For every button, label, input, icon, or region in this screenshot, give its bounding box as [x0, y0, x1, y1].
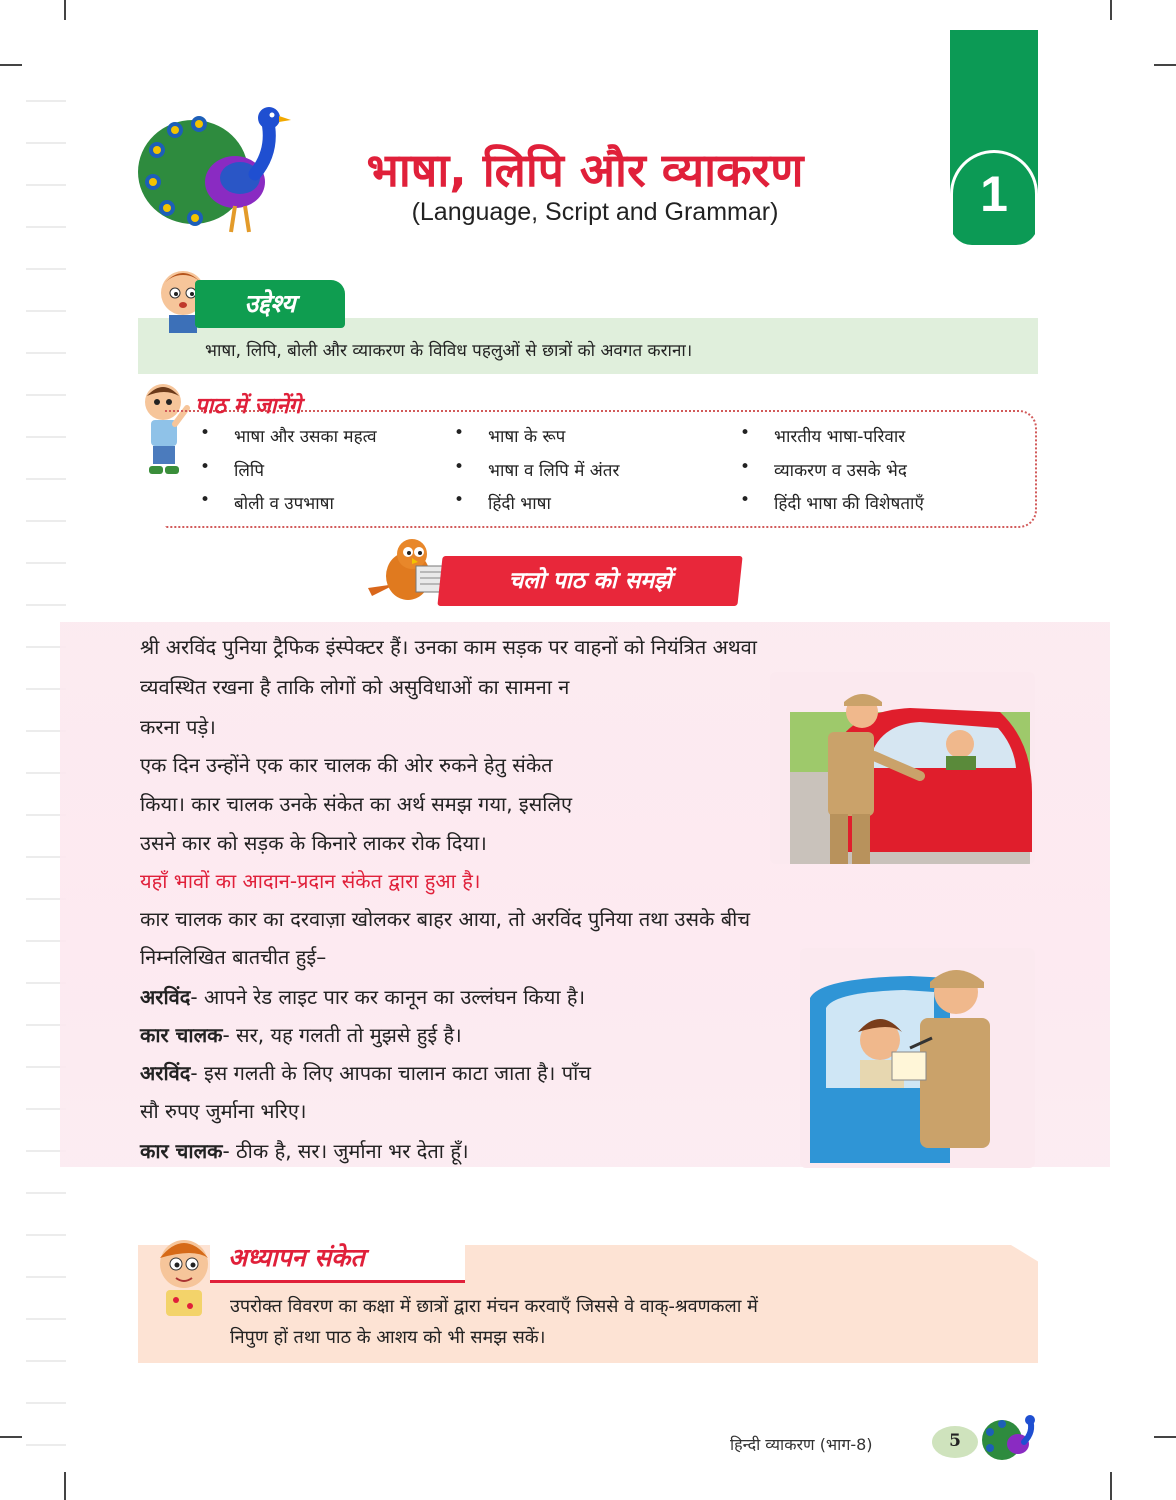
dialogue-speaker: अरविंद — [140, 985, 191, 1009]
teaching-note-line: निपुण हों तथा पाठ के आशय को भी समझ सकें। — [230, 1327, 546, 1348]
lesson-line: कार चालक कार का दरवाज़ा खोलकर बाहर आया, तो अरविंद पुनिया तथा उसके बीच — [140, 907, 751, 931]
lesson-line: किया। कार चालक उनके संकेत का अर्थ समझ गया, इसलिए — [140, 792, 573, 816]
dialogue-line — [140, 1020, 462, 1050]
teaching-note-heading: अध्यापन संकेत — [228, 1243, 365, 1272]
dialogue-line — [140, 982, 585, 1012]
crop-mark — [1110, 0, 1112, 20]
dialogue-line — [140, 1096, 306, 1126]
lesson-line: श्री अरविंद पुनिया ट्रैफिक इंस्पेक्टर हैं। उनका काम सड़क पर वाहनों को नियंत्रित अथवा — [140, 635, 757, 659]
dialogue-speaker: अरविंद — [140, 1061, 191, 1085]
crop-mark — [0, 1436, 22, 1438]
topic-item: • भाषा और उसका महत्व — [234, 424, 377, 447]
dialogue-speaker: कार चालक — [140, 1023, 223, 1047]
lesson-banner-text: चलो पाठ को समझें — [508, 568, 672, 594]
crop-mark — [1154, 1436, 1176, 1438]
peacock-icon — [980, 1414, 1038, 1466]
traffic-police-car-illustration — [770, 672, 1035, 864]
objective-text: भाषा, लिपि, बोली और व्याकरण के विविध पहलुओं से छात्रों को अवगत कराना। — [205, 341, 693, 361]
chapter-title-english: (Language, Script and Grammar) — [411, 198, 779, 226]
lesson-line: निम्नलिखित बातचीत हुई– — [140, 945, 327, 969]
lesson-highlight-line: यहाँ भावों का आदान-प्रदान संकेत द्वारा हुआ है। — [140, 869, 481, 893]
topic-item: • भाषा व लिपि में अंतर — [488, 458, 619, 481]
topic-item: • भाषा के रूप — [488, 424, 565, 447]
chapter-number: 1 — [980, 166, 1008, 222]
dialogue-line — [140, 1058, 591, 1088]
traffic-police-challan-illustration — [800, 948, 1035, 1168]
topic-item: • हिंदी भाषा — [488, 491, 551, 514]
crop-mark — [64, 1472, 66, 1500]
dialogue-text: - ठीक है, सर। जुर्माना भर देता हूँ। — [222, 1139, 469, 1163]
dialogue-text: - सर, यह गलती तो मुझसे हुई है। — [222, 1023, 462, 1047]
crop-mark — [1154, 64, 1176, 66]
topic-item: • व्याकरण व उसके भेद — [774, 458, 907, 481]
footer-book-title: हिन्दी व्याकरण (भाग-8) — [730, 1435, 873, 1454]
dialogue-speaker: कार चालक — [140, 1139, 223, 1163]
dialogue-text: सौ रुपए जुर्माना भरिए। — [140, 1099, 307, 1123]
teaching-note-line: उपरोक्त विवरण का कक्षा में छात्रों द्वारा मंचन करवाएँ जिससे वे वाक्-श्रवणकला में — [230, 1296, 758, 1317]
page-number: 5 — [949, 1431, 961, 1451]
crop-mark — [64, 0, 66, 20]
crop-mark — [0, 64, 22, 66]
dialogue-text: - इस गलती के लिए आपका चालान काटा जाता है। पाँच — [190, 1061, 591, 1085]
peacock-icon — [135, 100, 295, 240]
chapter-title-hindi: भाषा, लिपि और व्याकरण — [366, 143, 804, 197]
topic-item: • बोली व उपभाषा — [234, 491, 334, 514]
crop-mark — [1110, 1472, 1112, 1500]
lesson-line: उसने कार को सड़क के किनारे लाकर रोक दिया। — [140, 831, 487, 855]
topic-item: • लिपि — [234, 458, 264, 481]
lesson-line: एक दिन उन्होंने एक कार चालक की ओर रुकने हेतु संकेत — [140, 753, 553, 777]
topic-item: • भारतीय भाषा-परिवार — [774, 424, 905, 447]
objective-heading: उद्देश्य — [195, 280, 345, 328]
lesson-line: करना पड़े। — [140, 715, 216, 739]
topic-item: • हिंदी भाषा की विशेषताएँ — [774, 491, 924, 514]
lesson-line: व्यवस्थित रखना है ताकि लोगों को असुविधाओं का सामना न — [140, 675, 570, 699]
dialogue-line — [140, 1136, 469, 1166]
dialogue-text: - आपने रेड लाइट पार कर कानून का उल्लंघन किया है। — [190, 985, 586, 1009]
topics-heading: पाठ में जानेंगे — [195, 394, 302, 419]
